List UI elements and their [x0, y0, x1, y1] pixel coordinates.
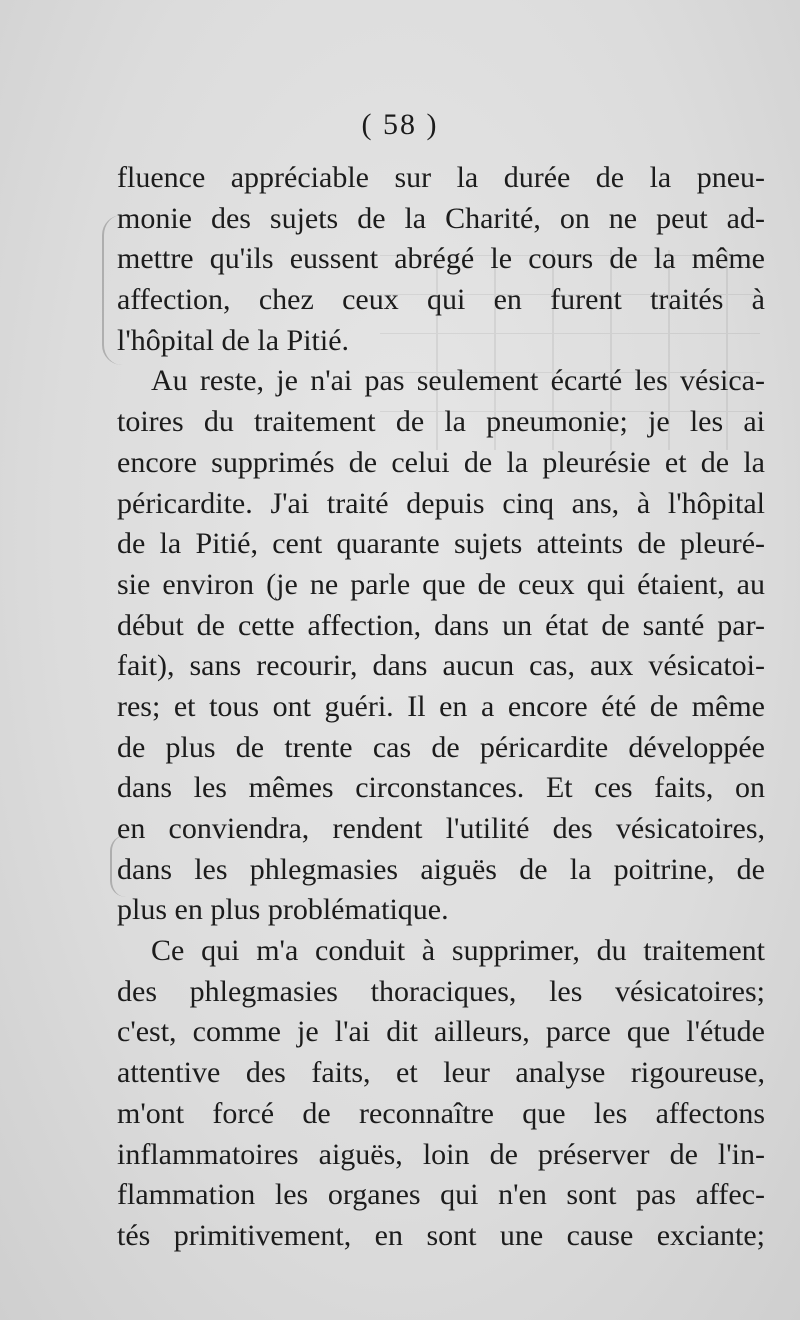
text-line: début de cette affection, dans un état de santé par- — [117, 608, 765, 642]
paragraph — [117, 931, 765, 1257]
text-line: des phlegmasies thoraciques, les vésicatoires; — [117, 974, 765, 1008]
text-line: flammation les organes qui n'en sont pas affec- — [117, 1178, 765, 1212]
text-line: de la Pitié, cent quarante sujets atteints de pleuré- — [117, 527, 765, 561]
text-line: Ce qui m'a conduit à supprimer, du traitement — [151, 934, 765, 968]
text-line: Au reste, je n'ai pas seulement écarté les vésica- — [151, 364, 765, 398]
text-line: dans les mêmes circonstances. Et ces faits, on — [117, 771, 765, 805]
text-line: encore supprimés de celui de la pleurésie et de la — [117, 445, 765, 479]
text-line: fluence appréciable sur la durée de la pneu- — [117, 161, 765, 194]
text-line: attentive des faits, et leur analyse rigoureuse, — [117, 1056, 765, 1090]
text-line: sie environ (je ne parle que de ceux qui étaient, au — [117, 567, 765, 601]
text-line: plus en plus problématique. — [117, 893, 449, 927]
text-line: de plus de trente cas de péricardite développée — [117, 730, 765, 764]
text-line: toires du traitement de la pneumonie; je les ai — [117, 405, 765, 439]
text-line: l'hôpital de la Pitié. — [117, 323, 350, 357]
text-line: c'est, comme je l'ai dit ailleurs, parce que l'étude — [117, 1015, 765, 1049]
text-line: inflammatoires aiguës, loin de préserver de l'in- — [117, 1137, 765, 1171]
text-line: dans les phlegmasies aiguës de la poitrine, de — [117, 852, 765, 886]
text-line: m'ont forcé de reconnaître que les affectons — [117, 1096, 765, 1130]
page-number: ( 58 ) — [361, 108, 439, 141]
paragraph — [117, 361, 765, 931]
body-text — [117, 158, 765, 1257]
text-line: péricardite. J'ai traité depuis cinq ans, à l'hôpital — [117, 486, 765, 520]
paragraph — [117, 158, 765, 361]
text-line: mettre qu'ils eussent abrégé le cours de la même — [117, 242, 765, 276]
text-line: fait), sans recourir, dans aucun cas, aux vésicatoi- — [117, 649, 765, 683]
text-line: monie des sujets de la Charité, on ne peut ad- — [117, 201, 765, 235]
text-line: en conviendra, rendent l'utilité des vésicatoires, — [117, 812, 765, 845]
text-line: affection, chez ceux qui en furent traités à — [117, 283, 765, 317]
text-line: tés primitivement, en sont une cause exciante; — [117, 1218, 765, 1252]
text-line: res; et tous ont guéri. Il en a encore été de même — [117, 689, 765, 723]
